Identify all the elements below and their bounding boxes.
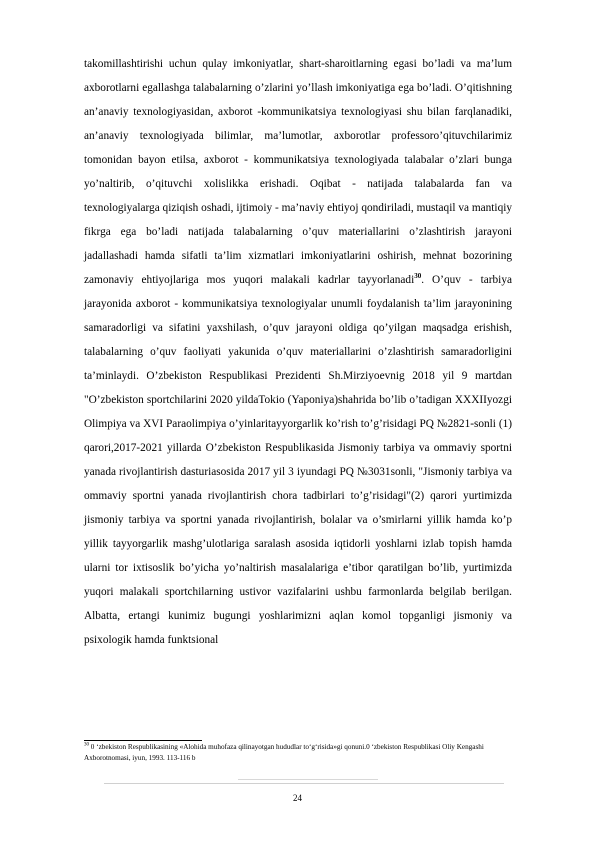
document-page [84,52,512,652]
paragraph-text-part-1: takomillashtirishi uchun qulay imkoniyatlar, shart-sharoitlarning egasi bo’ladi va ma’lum axborotlarni egallashga talabalarning o’zlarini yo’llash imkoniyatiga ega bo’ladi. O’qitishning an’anaviy texnologiyasidan, axborot -kommunikatsiya texnologiyasi shu bilan farqlanadiki, an’anaviy texnologiyada bilimlar, ma’lumotlar, axborotlar professoro’qituvchilarimiz tomonidan bayon etilsa, axborot - kommunikatsiya texnologiyada talabalar o’zlari bunga yo’naltirib, o’qituvchi xolislikka erishadi. Oqibat - natijada talabalarda fan va texnologiyalarga qiziqish oshadi, ijtimoiy - ma’naviy ehtiyoj qondiriladi, mustaqil va mantiqiy fikrga ega bo’ladi natijada talabalarning o’quv materiallarini o’zlashtirish jarayoni jadallashadi hamda sifatli ta’lim xizmatlari imkoniyatlarini oshirish, mehnat bozorining zamonaviy ehtiyojlariga mos yuqori malakali kadrlar tayyorlanadi [84,58,512,286]
footer-divider-inner [238,779,378,780]
body-paragraph [84,52,512,652]
footnote-reference-mark[interactable]: 30 [414,272,422,281]
paragraph-text-part-2: . O’quv - tarbiya jarayonida axborot - kommunikatsiya texnologiyalar unumli foydalanish ta’lim jarayonining samaradorligi va sifatini yaxshilash, o’quv jarayoni oldiga qo’yilgan maqsadga erishish, talabalarning o’quv faoliyati yakunida o’quv materiallarini o’zlashtirish samaradorligini ta’minlaydi. O’zbekiston Respublikasi Prezidenti Sh.Mirziyoevnig 2018 yil 9 martdan "O’zbekiston sportchilarini 2020 yildaTokio (Yaponiya)shahrida bo’lib o’tadigan XXXIIyozgi Olimpiya va XVI Paraolimpiya o’yinlaritayyorgarlik ko’rish to’g’risidagi PQ №2821-sonli (1) qarori,2017-2021 yillarda O’zbekiston Respublikasida Jismoniy tarbiya va ommaviy sportni yanada rivojlantirish dasturiasosida 2017 yil 3 iyundagi PQ №3031sonli, "Jismoniy tarbiya va ommaviy sportni yanada rivojlantirish chora tadbirlari to’g’risidagi"(2) qarori yurtimizda jismoniy tarbiya va sportni yanada rivojlantirish, bolalar va o’smirlarni yillik hamda ko’p yillik tayyorgarlik mashg’ulotlariga saralash asosida iqtidorli yoshlarni izlab topish hamda ularni tor ixtisoslik bo’yicha yo’naltirish masalalariga e’tibor qaratilgan bo’lib, yurtimizda yuqori malakali sportchilarning ustivor vazifalarini ushbu farmonlarda belgilab berilgan. Albatta, ertangi kunimiz bugungi yoshlarimizni aqlan komol topganligi jismoniy va psixologik hamda funktsional [84,274,512,646]
footnote-mark: 30 [84,742,89,748]
page-number: 24 [293,793,302,803]
footnote [84,742,512,763]
footnote-separator [84,740,202,741]
footnote-text: 0 ‘zbekiston Respublikasining «Alohida muhofaza qilinayotgan hududlar to‘g‘risida»gi qonuni.0 ‘zbekiston Respublikasi Oliy Kengashi Axborotnomasi, iyun, 1993. 113-116 b [84,743,484,762]
footer-divider [104,783,504,784]
